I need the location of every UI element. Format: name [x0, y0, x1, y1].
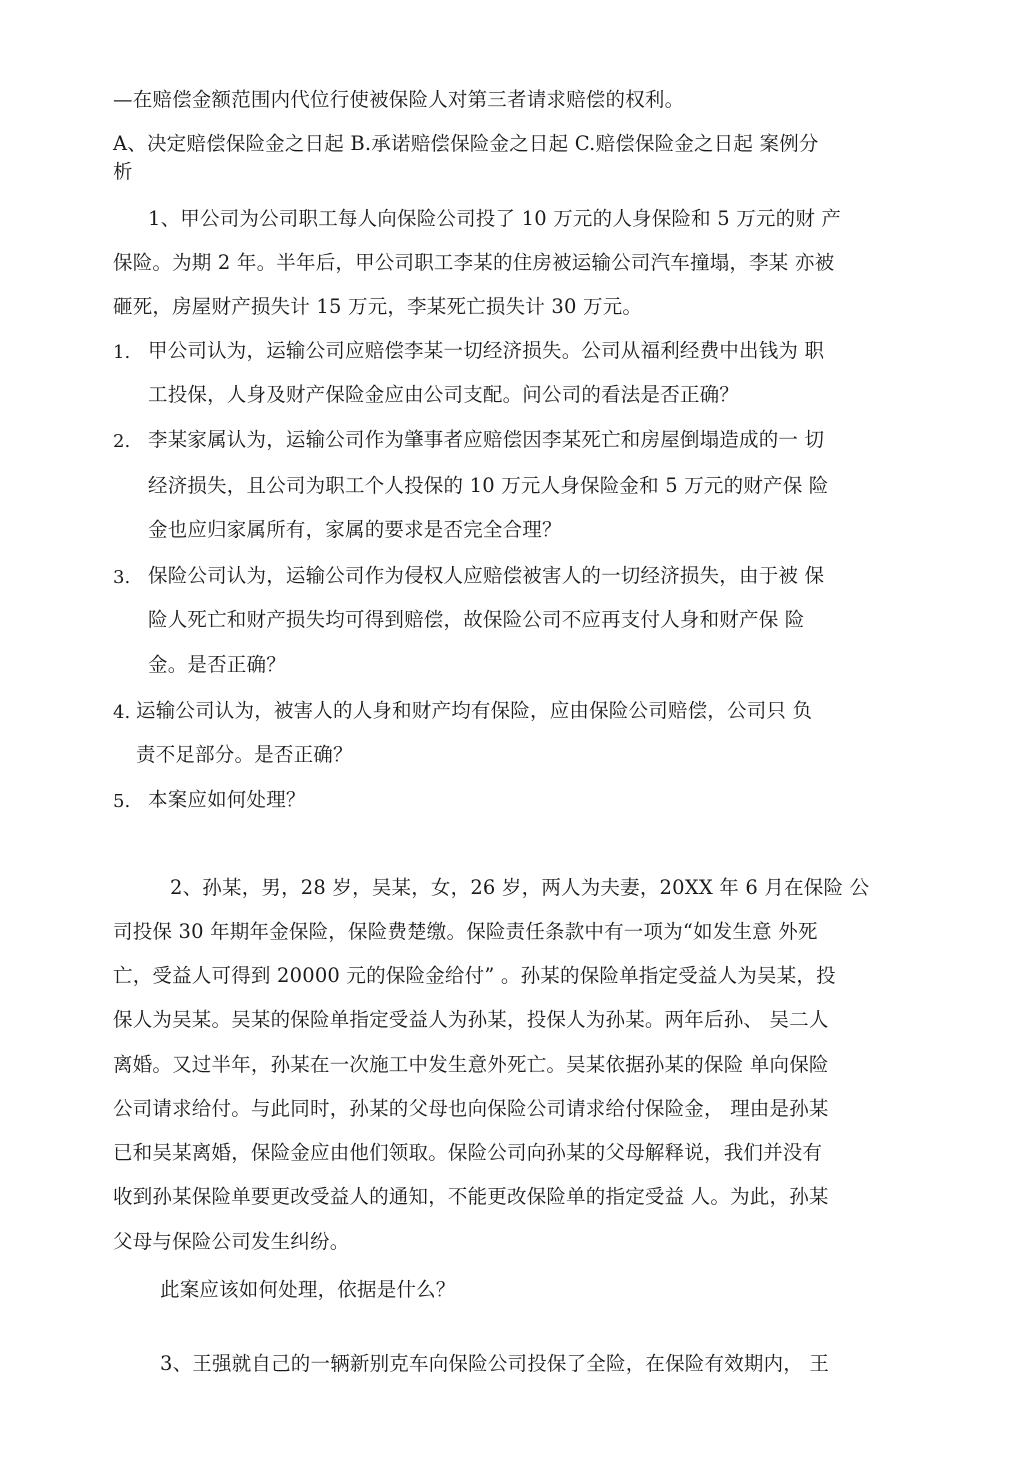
question-line: 工投保，人身及财产保险金应由公司支配。问公司的看法是否正确？ — [148, 383, 740, 406]
case2-paragraph-line: 父母与保险公司发生纠纷。 — [113, 1230, 350, 1253]
question-line: 责不足部分。是否正确？ — [136, 743, 353, 766]
case2-paragraph-line: 公司请求给付。与此同时，孙某的父母也向保险公司请求给付保险金， 理由是孙某 — [113, 1097, 829, 1120]
case2-paragraph-line: 保人为吴某。吴某的保险单指定受益人为孙某，投保人为孙某。两年后孙、 吴二人 — [113, 1008, 829, 1031]
question-line: 保险公司认为，运输公司作为侵权人应赔偿被害人的一切经济损失，由于被 保 — [148, 564, 825, 587]
intro-line: —在赔偿金额范围内代位行使被保险人对第三者请求赔偿的权利。 — [113, 88, 685, 111]
options-line-continued: 析 — [113, 160, 133, 183]
case1-paragraph-line: 1、甲公司为公司职工每人向保险公司投了 10 万元的人身保险和 5 万元的财 产 — [148, 207, 842, 230]
case2-paragraph-line: 已和吴某离婚，保险金应由他们领取。保险公司向孙某的父母解释说，我们并没有 — [113, 1141, 823, 1164]
question-line: 经济损失，且公司为职工个人投保的 10 万元人身保险金和 5 万元的财产保 险 — [148, 474, 829, 497]
question-line: 险人死亡和财产损失均可得到赔偿，故保险公司不应再支付人身和财产保 险 — [148, 608, 805, 631]
question-line: 本案应如何处理？ — [148, 788, 306, 811]
question-line: 金。是否正确？ — [148, 653, 286, 676]
question-number: 2. — [113, 431, 131, 452]
question-line: 金也应归家属所有，家属的要求是否完全合理？ — [148, 518, 562, 541]
options-line: A、决定赔偿保险金之日起 B.承诺赔偿保险金之日起 C.赔偿保险金之日起 案例分 — [113, 132, 819, 155]
case1-paragraph-line: 保险。为期 2 年。半年后，甲公司职工李某的住房被运输公司汽车撞塌，李某 亦被 — [113, 251, 835, 274]
case2-paragraph-line: 亡，受益人可得到 20000 元的保险金给付” 。孙某的保险单指定受益人为吴某，投 — [113, 964, 836, 987]
question-line: 李某家属认为，运输公司作为肇事者应赔偿因李某死亡和房屋倒塌造成的一 切 — [148, 428, 825, 451]
question-number: 5. — [113, 791, 131, 812]
question-number: 1. — [113, 342, 131, 363]
case2-paragraph-line: 离婚。又过半年，孙某在一次施工中发生意外死亡。吴某依据孙某的保险 单向保险 — [113, 1053, 829, 1076]
question-number: 3. — [113, 567, 131, 588]
case3-paragraph-line: 3、王强就自己的一辆新别克车向保险公司投保了全险，在保险有效期内， 王 — [160, 1352, 830, 1375]
question-number: 4. — [113, 702, 131, 723]
question-line: 甲公司认为，运输公司应赔偿李某一切经济损失。公司从福利经费中出钱为 职 — [148, 339, 825, 362]
question-line: 运输公司认为，被害人的人身和财产均有保险，应由保险公司赔偿，公司只 负 — [136, 699, 813, 722]
case2-paragraph-line: 司投保 30 年期年金保险，保险费楚缴。保险责任条款中有一项为“如发生意 外死 — [113, 920, 818, 943]
case2-question: 此案应该如何处理，依据是什么？ — [160, 1278, 456, 1301]
case2-paragraph-line: 收到孙某保险单要更改受益人的通知，不能更改保险单的指定受益 人。为此，孙某 — [113, 1185, 829, 1208]
case2-paragraph-line: 2、孙某，男，28 岁，吴某，女，26 岁，两人为夫妻，20XX 年 6 月在保险 公 — [170, 876, 870, 899]
case1-paragraph-line: 砸死，房屋财产损失计 15 万元，李某死亡损失计 30 万元。 — [113, 295, 643, 318]
